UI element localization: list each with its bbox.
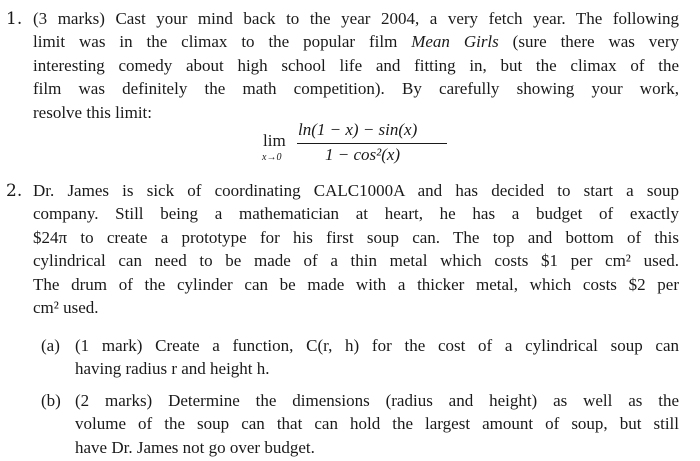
limit-denominator: 1 − cos²(x) <box>325 145 401 164</box>
fraction-bar <box>297 143 447 144</box>
problem-1-line-1: (3 marks) Cast your mind back to the year 2004, a very fetch year. The following <box>33 9 679 28</box>
part-a-label: (a) <box>41 336 60 355</box>
problem-1-line-2-tail: (sure there was very <box>498 32 680 52</box>
limit-numerator: ln(1 − x) − sin(x) <box>298 120 418 139</box>
part-a-line-1: (1 mark) Create a function, C(r, h) for the cost of a cylindrical soup can <box>75 336 679 355</box>
problem-2-line-4: cylindrical can need to be made of a thin metal which costs $1 per cm² used. <box>33 251 679 271</box>
lim-operator: lim <box>263 131 286 150</box>
part-b-line-3: have Dr. James not go over budget. <box>75 437 315 457</box>
film-title: Mean Girls <box>411 32 499 52</box>
problem-1-line-3: interesting comedy about high school life and fitting in, but the climax of the <box>33 55 679 75</box>
lim-subscript: x→0 <box>262 152 282 163</box>
problem-1-text <box>33 7 679 124</box>
part-b-line-2: volume of the soup can that can hold the largest amount of soup, but still <box>75 414 679 434</box>
problem-1-number: 1. <box>6 9 23 29</box>
problem-2-line-5: The drum of the cylinder can be made with a thicker metal, which costs $2 per <box>33 274 679 294</box>
problem-2-number: 2. <box>6 181 23 201</box>
part-b-text <box>75 389 679 459</box>
problem-1-line-4: film was definitely the math competition). By carefully showing your work, <box>33 79 679 99</box>
problem-1-line-2-head: limit was in the climax to the popular film <box>33 32 412 52</box>
part-a-line-2: having radius r and height h. <box>75 359 270 379</box>
part-a-text <box>75 334 679 381</box>
problem-1-line-5: resolve this limit: <box>33 102 152 122</box>
problem-2-line-6: cm² used. <box>33 298 99 318</box>
problem-2-line-3: $24π to create a prototype for his first soup can. The top and bottom of this <box>33 227 679 247</box>
problem-2-line-1: Dr. James is sick of coordinating CALC1000A and has decided to start a soup <box>33 181 679 200</box>
part-b-line-1: (2 marks) Determine the dimensions (radius and height) as well as the <box>75 391 679 410</box>
limit-expression <box>260 118 460 168</box>
problem-2-line-2: company. Still being a mathematician at heart, he has a budget of exactly <box>33 204 679 224</box>
problem-1-line-2 <box>33 30 679 53</box>
problem-2-text <box>33 179 679 319</box>
part-b-label: (b) <box>41 391 61 410</box>
